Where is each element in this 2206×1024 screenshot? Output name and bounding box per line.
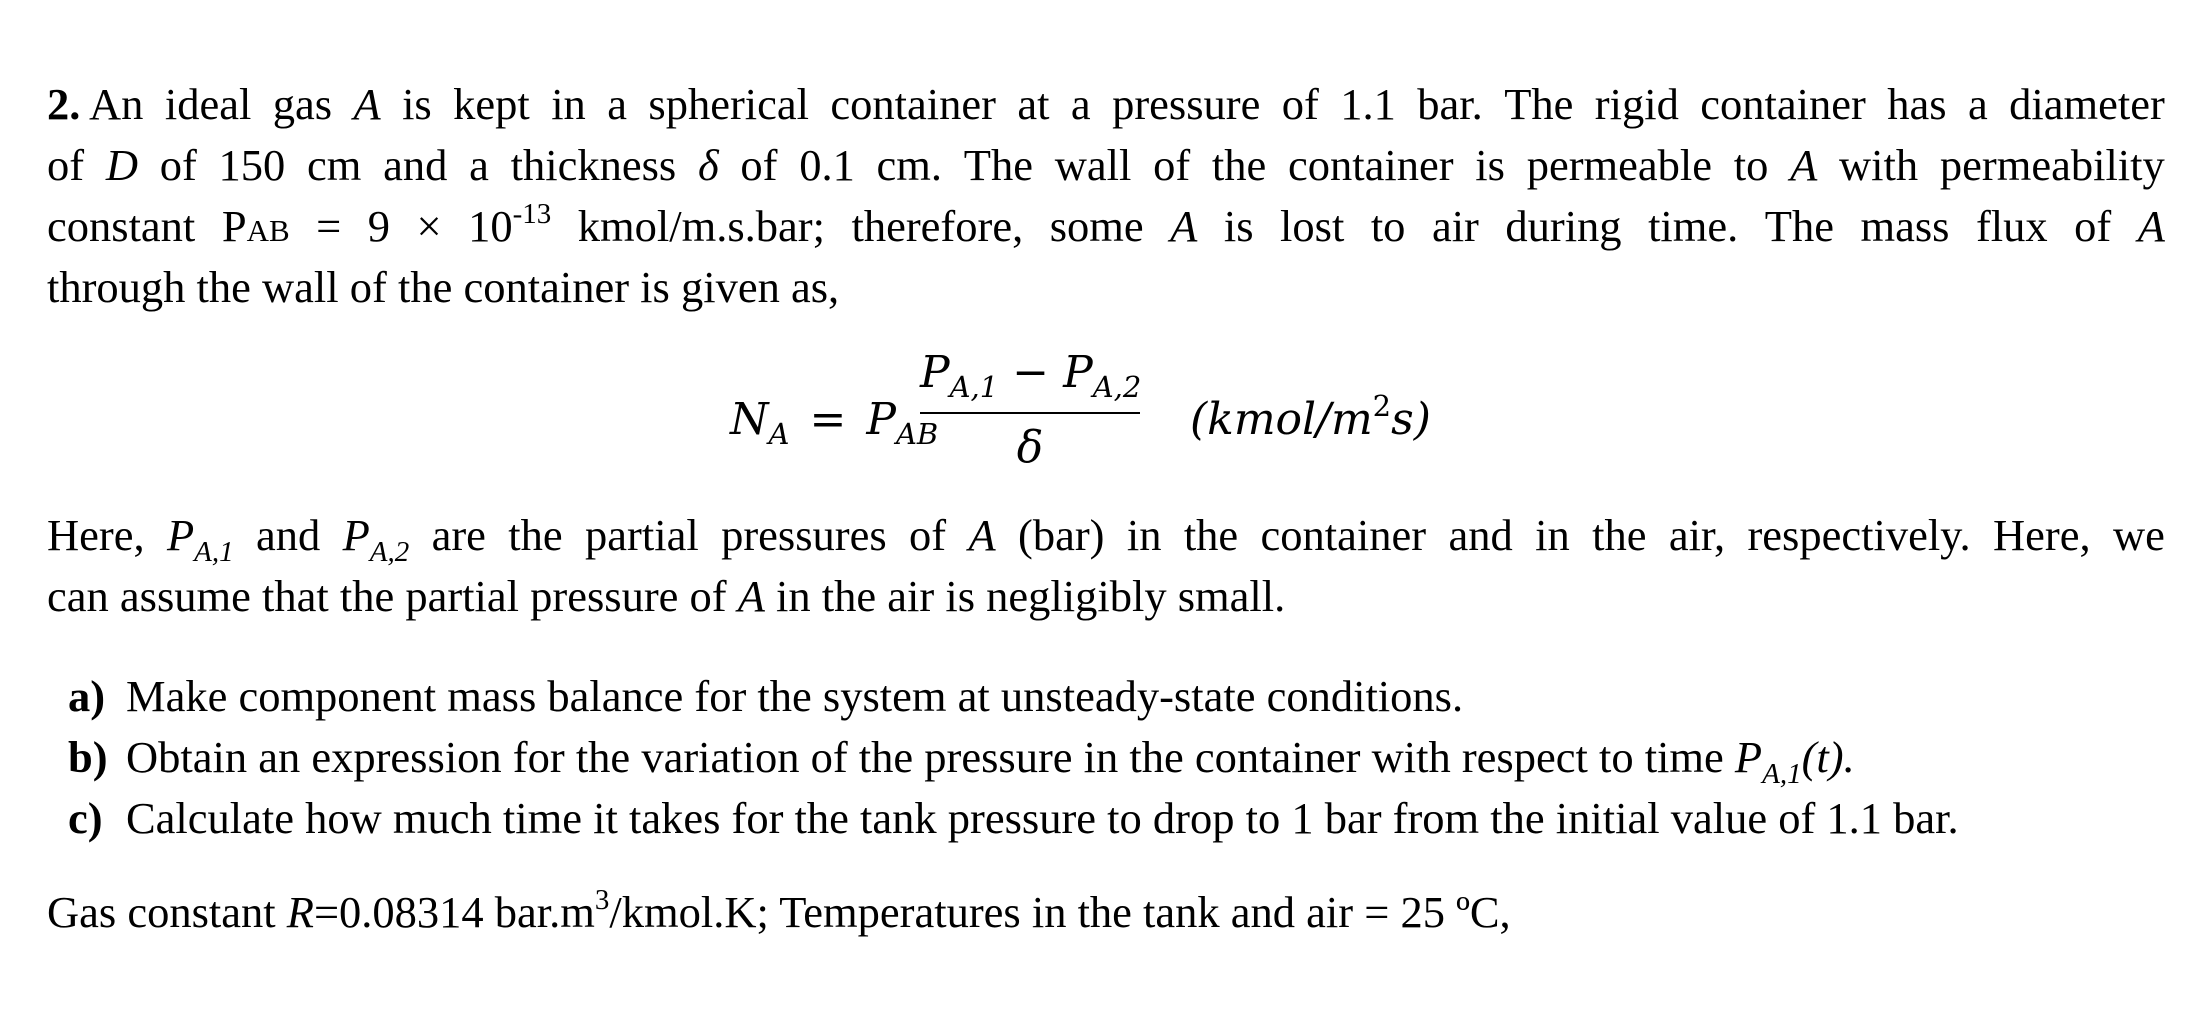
here-line-0-word (343, 505, 410, 566)
intro-line-2-word: time. (1648, 201, 1739, 251)
question-b: b) Obtain an expression for the variation of the pressure in the container with respect to time $P_{A,1}(t)$. (68, 732, 1855, 790)
intro-line-2-word: is (1223, 201, 1254, 251)
intro-line-2-word: × (416, 201, 442, 251)
intro-line-1-word: to (1733, 140, 1769, 190)
intro-line-2-word: during (1505, 201, 1622, 251)
intro-line-1-word: cm. (876, 140, 943, 190)
intro-line-2-word: to (1370, 201, 1406, 251)
intro-line-2-word: constant (47, 201, 196, 251)
here-line-0-word: and (1448, 510, 1513, 560)
intro-line-0-word: container (830, 79, 996, 129)
intro-line-2-word: mass (1860, 201, 1950, 251)
equation-fraction (920, 342, 1140, 476)
intro-line-2-word (1170, 196, 1197, 257)
equation-units: $(kmol/m^2s)$ (1190, 389, 1431, 445)
intro-line-0-word: 1.1 (1340, 79, 1396, 129)
fraction-denominator: δ (1016, 422, 1044, 473)
intro-line-0-word: of (1281, 79, 1319, 129)
small-caps-subscript: AB (246, 213, 290, 248)
intro-line-0-word: ideal (164, 79, 252, 129)
intro-line-0-word: diameter (2009, 79, 2165, 129)
here-line-0-word: in (1535, 510, 1570, 560)
intro-line-0-word: at (1017, 79, 1050, 129)
variable: P (166, 510, 195, 560)
intro-line-0-word: pressure (1112, 79, 1261, 129)
intro-line-1-word: of (47, 140, 85, 190)
intro-line-1-word: permeable (1526, 140, 1713, 190)
intro-line-0-word: a (1070, 79, 1091, 129)
here-line-0-word: the (1183, 510, 1239, 560)
intro-line-1-word: permeability (1939, 140, 2165, 190)
intro-line-1-word: container (1287, 140, 1454, 190)
intro-line-1-word: and (383, 140, 448, 190)
here-line-0-word: Here, (47, 510, 145, 560)
here-line-0-word: air, (1668, 510, 1726, 560)
equation-lhs: $N_A = P_{AB}$ (730, 394, 939, 451)
intro-line-0-word: rigid (1594, 79, 1679, 129)
intro-line-1-word: a (469, 140, 489, 190)
here-line-2: can assume that the partial pressure of A in the air is negligibly small. (47, 571, 1286, 621)
variable-subscript: A,2 (369, 536, 410, 568)
intro-line-2-word: The (1764, 201, 1834, 251)
intro-line-1-word: 0.1 (799, 140, 855, 190)
intro-line-1-word: is (1475, 140, 1505, 190)
variable: P (342, 510, 370, 560)
intro-line-0-word: gas (272, 79, 333, 129)
intro-line-2-word: lost (1280, 201, 1345, 251)
intro-line-0-word: The (1504, 79, 1574, 129)
here-line-0-word: pressures (721, 510, 887, 560)
here-line-0-word: and (255, 510, 321, 560)
intro-line-0-word: bar. (1417, 79, 1483, 129)
here-line-0-word: we (2112, 510, 2165, 560)
here-line-0-word: in (1126, 510, 1162, 560)
here-line-0-word: are (431, 510, 486, 560)
intro-line-1-word: of (1153, 140, 1191, 190)
intro-line-1-word: the (1211, 140, 1267, 190)
intro-line-2-word: $10^{-13}$ (468, 198, 552, 251)
intro-line-1-word: of (740, 140, 778, 190)
question-a: a) Make component mass balance for the system at unsteady-state conditions. (68, 671, 1464, 721)
intro-line-1-word: wall (1054, 140, 1132, 190)
intro-line-2-word: air (1431, 201, 1479, 251)
here-line-0-word (167, 505, 234, 566)
intro-line-4: through the wall of the container is given as, (47, 262, 840, 312)
exponent: -13 (512, 198, 552, 230)
variable: A (353, 79, 381, 129)
intro-line-0-word (353, 74, 380, 135)
fraction-numerator: $P_{A,1} - P_{A,2}$ (920, 347, 1142, 404)
intro-line-2-word: = (316, 201, 342, 251)
intro-line-2-word: therefore, (851, 201, 1024, 251)
constants-line: Gas constant R=0.08314 $bar.m^3/kmol.K$; Temperatures in the tank and air = 25 ºC, (47, 884, 1511, 937)
intro-line-1-word: 150 (218, 140, 286, 190)
intro-line-1-word: thickness (510, 140, 677, 190)
intro-line-0-word: in (551, 79, 586, 129)
problem-intro (47, 74, 2165, 318)
here-line-0-word: the (1592, 510, 1647, 560)
variable: D (105, 140, 138, 190)
intro-line-1-word (1790, 135, 1817, 196)
here-line-0-word: of (909, 510, 947, 560)
here-line-0-word: (bar) (1018, 510, 1105, 560)
here-line-1 (47, 505, 2165, 566)
here-line-0-word: Here, (1993, 510, 2091, 560)
intro-line-0-word: is (402, 79, 432, 129)
here-paragraph (47, 505, 2165, 627)
variable: δ (697, 140, 719, 190)
intro-line-2-word: some (1049, 201, 1144, 251)
intro-line-0-word: 2. An (47, 79, 144, 129)
intro-line-3 (47, 196, 2165, 257)
intro-line-2-word: of (2074, 201, 2112, 251)
intro-line-1-word (106, 135, 138, 196)
intro-line-2 (47, 135, 2165, 196)
intro-line-2-word: PAB (221, 201, 290, 251)
intro-line-2-word: kmol/m.s.bar; (577, 201, 825, 251)
question-c: c) Calculate how much time it takes for the tank pressure to drop to 1 bar from the initial value of 1.1 bar. (68, 793, 1959, 843)
here-line-0-word: partial (585, 510, 699, 560)
here-line-0-word: respectively. (1747, 510, 1971, 560)
variable: A (1790, 140, 1818, 190)
intro-line-0-word: a (607, 79, 627, 129)
question-list (68, 666, 2168, 849)
here-line-0-word: container (1260, 510, 1427, 560)
intro-line-0-word: spherical (648, 79, 810, 129)
intro-line-0-word: container (1700, 79, 1866, 129)
intro-line-1-word (698, 135, 719, 196)
intro-line-2-word: 9 (367, 201, 390, 251)
intro-line-0-word: a (1967, 79, 1988, 129)
intro-line-2-word (2138, 196, 2165, 257)
variable-subscript: A,1 (194, 536, 234, 568)
intro-line-0-word: has (1887, 79, 1947, 129)
variable: A (968, 510, 996, 560)
intro-line-1-word: The (963, 140, 1033, 190)
problem-number: 2. (47, 79, 81, 129)
intro-line-1-word: with (1839, 140, 1919, 190)
intro-line-1-word: of (159, 140, 197, 190)
here-line-0-word: the (508, 510, 563, 560)
intro-line-1-word: cm (306, 140, 362, 190)
variable: A (1170, 201, 1198, 251)
variable: A (2137, 201, 2165, 251)
here-line-0-word (968, 505, 995, 566)
fraction-bar (920, 412, 1140, 414)
intro-line-0-word: kept (453, 79, 530, 129)
intro-line-2-word: flux (1975, 201, 2048, 251)
intro-line-1 (47, 74, 2165, 135)
